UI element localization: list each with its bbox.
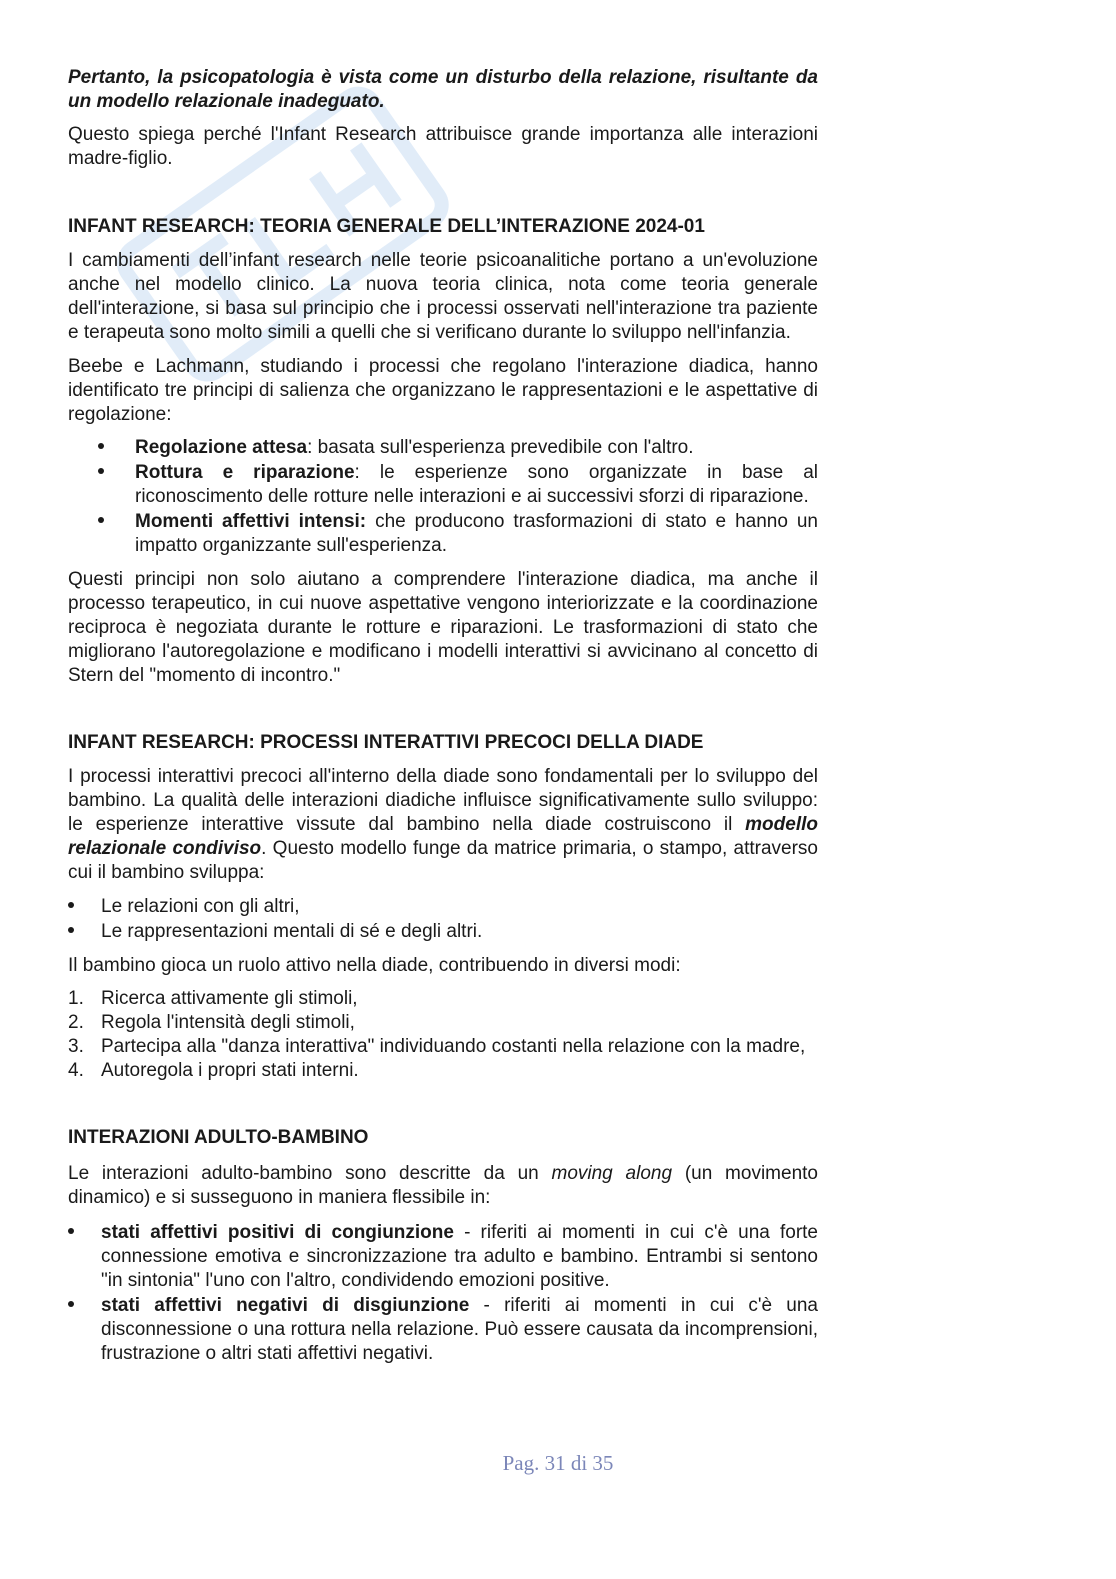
paragraph-text: I processi interattivi precoci all'interno della diade sono fondamentali per lo sviluppo del bambino. La qualità delle interazioni diadiche influisce significativamente sullo sviluppo: le esperienze interattive vissute dal bambino nella diade costruiscono il [68, 766, 818, 835]
list-number: 4. [68, 1060, 84, 1081]
bullet-icon [98, 461, 104, 485]
list-item [68, 510, 818, 558]
intro-emphasis [68, 66, 818, 114]
list-item [68, 987, 818, 1011]
bullet-icon [68, 1221, 74, 1245]
section-heading-adulto-bambino: INTERAZIONI ADULTO-BAMBINO [68, 1127, 369, 1148]
child-role-list [68, 987, 818, 1083]
section1-paragraph-1: I cambiamenti dell’infant research nelle teorie psicoanalitiche portano a un'evoluzione anche nel modello clinico. La nuova teoria clinica, nota come teoria generale dell'interazione, si basa sul principio che i processi osservati nell'interazione tra paziente e terapeuta sono molto simili a quelli che si verificano durante lo sviluppo nell'infanzia. [68, 250, 818, 343]
bullet-icon [98, 510, 104, 534]
emphasis-term: modello relazionale condiviso [68, 814, 818, 859]
emphasis-term: moving along [551, 1163, 673, 1184]
list-number: 2. [68, 1012, 84, 1033]
section2-paragraph-2: Il bambino gioca un ruolo attivo nella diade, contribuendo in diversi modi: [68, 955, 681, 976]
intro-emphasis-text: Pertanto, la psicopatologia è vista come un disturbo della relazione, risultante da un modello relazionale inadeguato. [68, 67, 818, 112]
paragraph-text: Le interazioni adulto-bambino sono descritte da un [68, 1163, 552, 1184]
section2-paragraph-1 [68, 765, 818, 885]
list-item-term: stati affettivi positivi di congiunzione [101, 1222, 454, 1243]
bullet-icon [68, 895, 74, 919]
document-page [68, 66, 818, 1366]
page-number-footer: Pag. 31 di 35 [502, 1451, 614, 1475]
list-item-text: Ricerca attivamente gli stimoli, [101, 988, 358, 1009]
list-item-term: Momenti affettivi intensi: [135, 511, 367, 532]
salienza-principles-list [68, 436, 818, 558]
list-item [68, 1011, 818, 1035]
list-number: 3. [68, 1036, 84, 1057]
list-item-text: : le esperienze sono organizzate in base al riconoscimento delle rotture nelle interazioni e ai successivi sforzi di riparazione. [135, 462, 818, 507]
list-item-text: Autoregola i propri stati interni. [101, 1060, 359, 1081]
list-item [68, 1221, 818, 1293]
list-item-text: - riferiti ai momenti in cui c'è una forte connessione emotiva e sincronizzazione tra adulto e bambino. Entrambi si sentono "in sintonia" l'uno con l'altro, condividendo emozioni positive. [101, 1222, 818, 1291]
list-number: 1. [68, 988, 84, 1009]
list-item [68, 461, 818, 509]
list-item-term: Rottura e riparazione [135, 462, 355, 483]
list-item-text: che producono trasformazioni di stato e hanno un impatto organizzante sull'esperienza. [135, 511, 818, 556]
development-list [68, 895, 818, 944]
affective-states-list [68, 1221, 818, 1366]
list-item-text: : basata sull'esperienza prevedibile con l'altro. [307, 437, 694, 458]
intro-paragraph: Questo spiega perché l'Infant Research attribuisce grande importanza alle interazioni madre-figlio. [68, 124, 818, 169]
paragraph-text: . Questo modello funge da matrice primaria, o stampo, attraverso cui il bambino sviluppa: [68, 838, 819, 883]
bullet-icon [68, 1294, 74, 1318]
list-item-text: - riferiti ai momenti in cui c'è una disconnessione o una rottura nella relazione. Può essere causata da incomprensioni, frustrazione o altri stati affettivi negativi. [101, 1295, 818, 1364]
section3-paragraph-1 [68, 1162, 818, 1210]
section1-paragraph-2: Beebe e Lachmann, studiando i processi che regolano l'interazione diadica, hanno identificato tre principi di salienza che organizzano le rappresentazioni e le aspettative di regolazione: [68, 356, 818, 425]
bullet-icon [68, 920, 74, 944]
list-item-text: Le relazioni con gli altri, [101, 896, 300, 917]
list-item [68, 1035, 818, 1059]
list-item [68, 895, 818, 919]
list-item-term: stati affettivi negativi di disgiunzione [101, 1295, 470, 1316]
paragraph-text: (un movimento dinamico) e si susseguono in maniera flessibile in: [68, 1163, 818, 1208]
list-item [68, 436, 818, 460]
bullet-icon [98, 436, 104, 460]
list-item [68, 1059, 818, 1083]
list-item [68, 1294, 818, 1366]
section-heading-processi-interattivi: INFANT RESEARCH: PROCESSI INTERATTIVI PRECOCI DELLA DIADE [68, 732, 704, 753]
section1-paragraph-3: Questi principi non solo aiutano a comprendere l'interazione diadica, ma anche il processo terapeutico, in cui nuove aspettative vengono interiorizzate e la coordinazione reciproca è negoziata durante le rotture e riparazioni. Le trasformazioni di stato che migliorano l'autoregolazione e modificano i modelli interattivi si avvicinano al concetto di Stern del "momento di incontro." [68, 569, 818, 686]
list-item-text: Partecipa alla "danza interattiva" individuando costanti nella relazione con la madre, [101, 1036, 806, 1057]
section-heading-teoria-generale: INFANT RESEARCH: TEORIA GENERALE DELL’INTERAZIONE 2024-01 [68, 216, 705, 237]
list-item [68, 920, 818, 944]
list-item-text: Regola l'intensità degli stimoli, [101, 1012, 355, 1033]
list-item-term: Regolazione attesa [135, 437, 308, 458]
list-item-text: Le rappresentazioni mentali di sé e degli altri. [101, 921, 483, 942]
